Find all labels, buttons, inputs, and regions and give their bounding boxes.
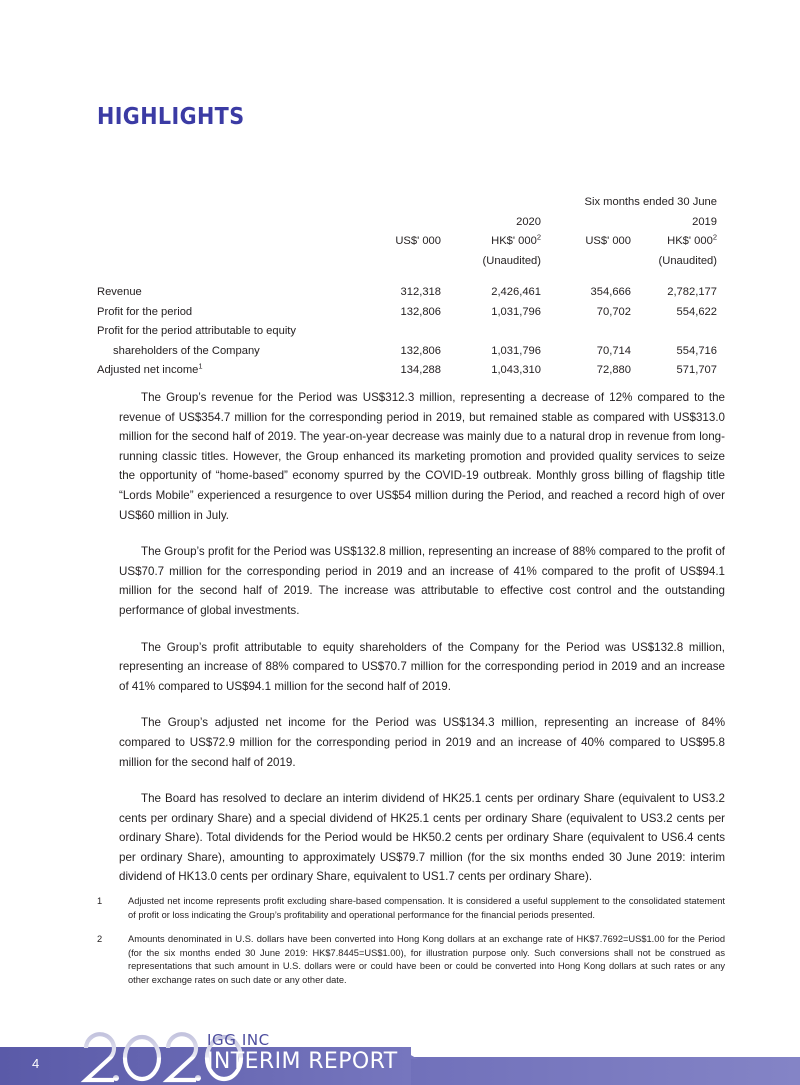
page-number: 4 (32, 1056, 40, 1071)
row-value-usd-2020 (341, 322, 441, 342)
table-body (97, 271, 717, 381)
footnote-item (97, 933, 725, 987)
footer-bar-right (400, 1057, 800, 1085)
header-period-span: Six months ended 30 June (584, 196, 717, 208)
footnote-number: 2 (97, 934, 103, 945)
page-footer (0, 1010, 800, 1085)
table-spacer-row (97, 271, 717, 283)
header-unit-hkd-2019 (631, 232, 717, 252)
table-row (97, 322, 717, 342)
row-value-hkd-2020: 1,031,796 (491, 305, 541, 318)
footnote-text: Adjusted net income represents profit excluding share-based compensation. It is considered a useful supplement to the consolidated statement of profit or loss indicating the Group’s profitability and operational performance for the financial periods presented. (128, 896, 725, 920)
footnotes (97, 895, 725, 999)
row-value-hkd-2020: 2,426,461 (491, 286, 541, 298)
row-value-hkd-2019 (631, 322, 717, 342)
paragraph-profit-attributable: The Group’s profit attributable to equity shareholders of the Company for the Period was US$132.8 million, representing an increase of 88% compared to US$70.7 million for the corresponding period in 2019 and an increase of 41% compared to US$94.1 million for the second half of 2019. (119, 640, 725, 693)
paragraph-adjusted-net-income: The Group’s adjusted net income for the Period was US$134.3 million, representing an increase of 84% compared to US$72.9 million for the corresponding period in 2019 and an increase of 40% compared to US$95.8 million for the second half of 2019. (119, 716, 725, 769)
header-unit-usd-2019 (541, 232, 631, 252)
row-value-usd-2019: 70,714 (596, 344, 631, 357)
header-unit-hkd-2019-text: HK$' 000 (667, 235, 713, 247)
footnote-number: 1 (97, 896, 103, 906)
header-unit-hkd-2019-footnote-ref: 2 (712, 232, 717, 242)
header-unit-hkd-2020-footnote-ref: 2 (536, 232, 541, 242)
header-blank-cell-2 (97, 213, 341, 233)
table-header (97, 193, 717, 271)
header-year-2019: 2019 (692, 215, 717, 228)
row-value-hkd-2020: 1,043,310 (491, 364, 541, 376)
header-unaudited-2020: (Unaudited) (482, 254, 541, 267)
footnote-item (97, 895, 725, 922)
row-value-hkd-2020 (441, 322, 541, 342)
paragraph-dividend: The Board has resolved to declare an interim dividend of HK25.1 cents per ordinary Share (equivalent to US3.2 cents per ordinary Share) and a special dividend of HK25.1 cents per ordinary Share (equivalent to US3.2 cents per ordinary Share). Total dividends for the Period would be HK50.2 cents per ordinary Share (equivalent to US6.4 cents per ordinary Share), amounting to approximately US$79.7 million (for the six months ended 30 June 2019: interim dividend of HK13.0 cents per ordinary Share, equivalent to US1.7 cents per ordinary Share). (119, 792, 725, 884)
paragraph-profit: The Group’s profit for the Period was US$132.8 million, representing an increase of 88% compared to the profit of US$70.7 million for the corresponding period in 2019 and an increase of 41% compared to the profit of US$94.1 million for the second half of 2019. The increase was attributable to effective cost control and the outstanding performance of global investments. (119, 545, 725, 617)
row-label: shareholders of the Company (113, 344, 260, 357)
row-value-hkd-2019: 554,622 (676, 305, 717, 318)
header-unit-hkd-2020-text: HK$' 000 (491, 235, 537, 247)
row-value-hkd-2020: 1,031,796 (491, 344, 541, 357)
footnote-text: Amounts denominated in U.S. dollars have been converted into Hong Kong dollars at an exchange rate of HK$7.7692=US$1.00 for the Period (for the six months ended 30 June 2019: HK$7.8445=US$1.00), for illustration purpose only. Such conversions shall not be construed as representations that such amount in U.S. dollars were or could have been or could be converted into Hong Kong dollars at such rates or any other exchange rates on such date or any other date. (128, 934, 725, 985)
table-header-row-period (97, 193, 717, 213)
row-label: Profit for the period attributable to equity (97, 325, 297, 337)
table-header-row-year (97, 213, 717, 233)
header-unaudited-2019: (Unaudited) (658, 254, 717, 267)
row-value-hkd-2019: 2,782,177 (667, 286, 717, 298)
header-unit-usd-2020-text: US$' 000 (395, 235, 441, 247)
table-row (97, 361, 717, 381)
header-blank-cell (97, 193, 341, 213)
header-blank-cell-3 (97, 232, 341, 252)
paragraph-revenue: The Group’s revenue for the Period was US$312.3 million, representing a decrease of 12% compared to the revenue of US$354.7 million for the corresponding period in 2019, but remained stable as compared with US$313.0 million for the second half of 2019. The year-on-year decrease was mainly due to a natural drop in revenue from long-running classic titles. However, the Group enhanced its marketing promotion and provided quality services to seize the opportunity of “home-based” economy spurred by the COVID-19 outbreak. Monthly gross billing of flagship title “Lords Mobile” experienced a resurgence to over US$54 million during the Period, and reached a record high of over US$60 million in July. (119, 391, 725, 522)
row-value-usd-2019: 72,880 (596, 364, 631, 376)
header-unit-hkd-2020 (441, 232, 541, 252)
row-label: Revenue (97, 286, 142, 298)
highlights-narrative (97, 388, 725, 904)
row-value-hkd-2019: 571,707 (676, 364, 717, 376)
table-row (97, 342, 717, 362)
page-title: HIGHLIGHTS (97, 104, 245, 130)
row-value-usd-2019: 70,702 (596, 305, 631, 318)
row-value-usd-2019 (541, 322, 631, 342)
row-label-text: Adjusted net income (97, 364, 199, 376)
table-header-row-unit (97, 232, 717, 252)
header-unit-usd-2019-text: US$' 000 (585, 235, 631, 247)
financial-highlights-table (97, 193, 717, 381)
row-value-usd-2020: 312,318 (400, 286, 441, 298)
header-blank-cell-4 (97, 252, 341, 272)
row-label-footnote-ref: 1 (198, 361, 203, 371)
row-value-usd-2020: 132,806 (400, 305, 441, 318)
row-value-hkd-2019: 554,716 (676, 344, 717, 357)
table-row (97, 303, 717, 323)
row-value-usd-2020: 134,288 (400, 364, 441, 376)
row-label: Profit for the period (97, 305, 193, 318)
row-value-usd-2020: 132,806 (400, 344, 441, 357)
row-label (97, 361, 341, 381)
table-spacer-cell (97, 271, 717, 283)
table-row (97, 283, 717, 303)
brand-report-title: INTERIM REPORT (207, 1049, 398, 1074)
footer-brand (207, 1032, 398, 1075)
row-value-usd-2019: 354,666 (590, 286, 631, 298)
brand-company-name: IGG INC (207, 1031, 270, 1049)
table-header-row-audit (97, 252, 717, 272)
header-year-2020: 2020 (516, 215, 541, 228)
header-unit-usd-2020 (341, 232, 441, 252)
